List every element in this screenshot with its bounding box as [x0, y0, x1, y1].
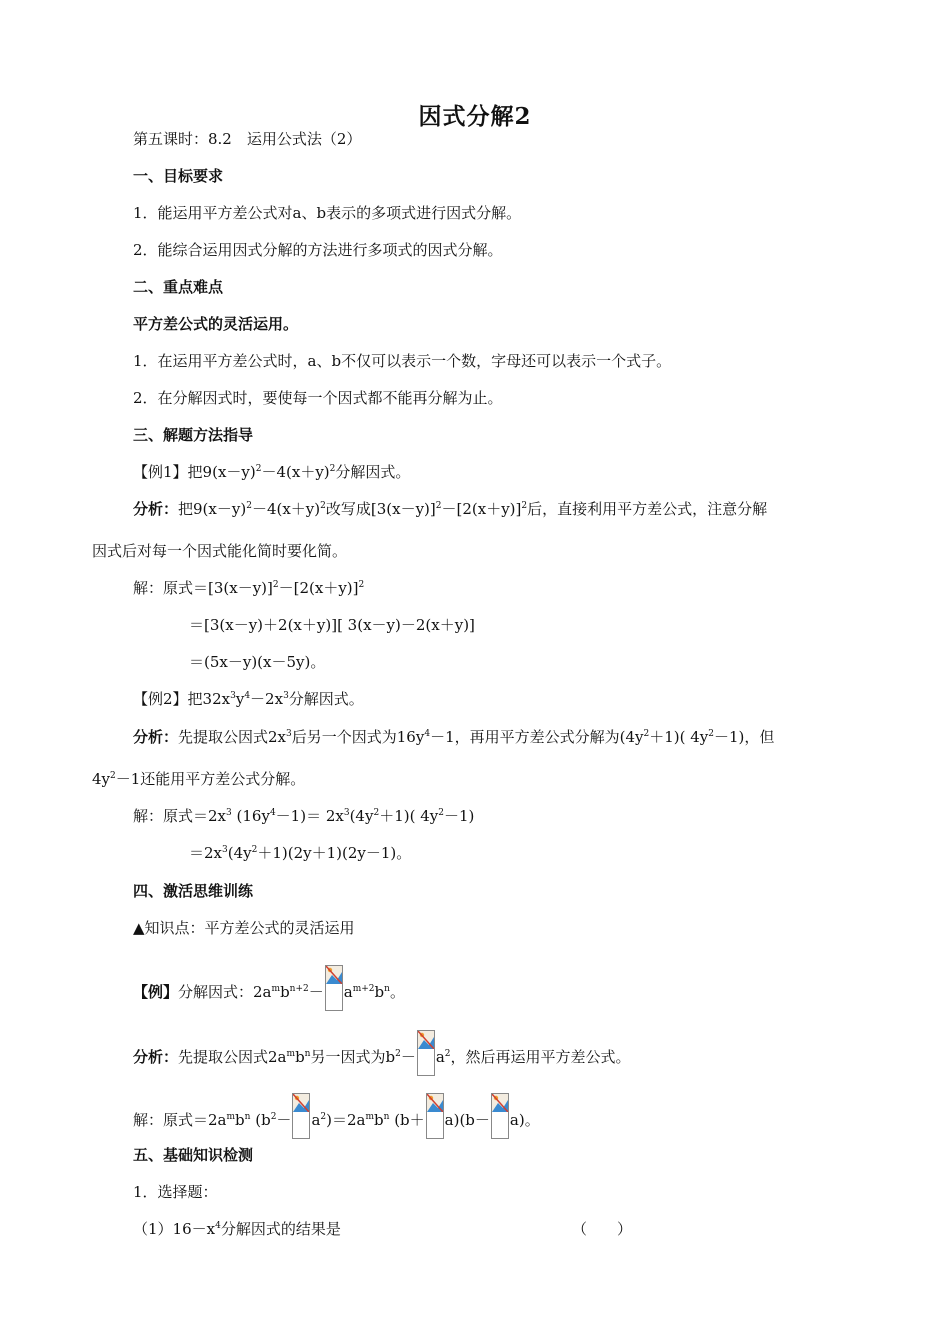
fraction-image-icon: [325, 965, 343, 1011]
goal-item-1: 1．能运用平方差公式对a、b表示的多项式进行因式分解。: [133, 204, 522, 222]
example-1-solution-2: ＝[3(x－y)＋2(x＋y)][ 3(x－y)－2(x＋y)]: [189, 616, 475, 634]
example-2-question: 【例2】把$32x^3y^4-2x^3$分解因式。: [133, 690, 364, 708]
example-2-analysis-cont: $4y^2-1$还能用平方差公式分解。: [92, 770, 306, 788]
training-example-analysis: 分析：先提取公因式$2a^mb^n$另一因式为$b^2-$ $a^2$，然后再运用平方差公式。: [133, 1030, 631, 1076]
training-example-solution: 解：原式$=2a^mb^n$ ($b^2-$ $a^2)=2a^mb^n$ (b＋ a)(b－ a)。: [133, 1093, 540, 1139]
example-2-analysis: 分析：先提取公因式$2x^3$后另一个因式为$16y^4-1$，再用平方差公式分解为$(4y^2+1)$( $4y^2-1$)，但: [133, 728, 775, 746]
answer-blank[interactable]: （ ）: [572, 1220, 633, 1238]
example-1-analysis: 分析：把$9(x-y)^2-4(x+y)^2$改写成$[3(x-y)]^2-[2(x+y)]^2$后，直接利用平方差公式，注意分解: [133, 500, 768, 518]
fraction-image-icon: [426, 1093, 444, 1139]
fraction-image-icon: [292, 1093, 310, 1139]
check-question-1: $(1)16-x^4$分解因式的结果是: [133, 1220, 341, 1238]
section-heading-methods: 三、解题方法指导: [133, 426, 254, 444]
example-1-solution-3: ＝(5x－y)(x－5y)。: [189, 653, 326, 671]
section-heading-basic-check: 五、基础知识检测: [133, 1146, 254, 1164]
fraction-image-icon: [491, 1093, 509, 1139]
key-point-item-1: 1．在运用平方差公式时，a、b不仅可以表示一个数，字母还可以表示一个式子。: [133, 352, 672, 370]
example-2-solution-1: 解：原式$=2x^3$ $(16y^4-1)= 2x^3(4y^2+1)$( $4y^2-1$): [133, 807, 475, 825]
section-heading-goals: 一、目标要求: [133, 167, 224, 185]
key-point: 平方差公式的灵活运用。: [133, 315, 299, 333]
section-heading-training: 四、激活思维训练: [133, 882, 254, 900]
knowledge-point: ▲知识点：平方差公式的灵活运用: [133, 919, 355, 937]
example-1-analysis-cont: 因式后对每一个因式能化简时要化简。: [92, 542, 348, 560]
example-1-solution-1: 解：原式$=[3(x-y)]^2-[2(x+y)]^2$: [133, 579, 365, 597]
key-point-item-2: 2．在分解因式时，要使每一个因式都不能再分解为止。: [133, 389, 503, 407]
fraction-image-icon: [417, 1030, 435, 1076]
training-example-question: 【例】分解因式：$2a^mb^{n+2}-$ $a^{m+2}b^n$。: [133, 965, 405, 1011]
example-2-solution-2: $=2x^3(4y^2+1)(2y+1)(2y-1)$。: [189, 844, 412, 862]
lesson-subtitle: 第五课时：8.2 运用公式法（2）: [133, 130, 362, 148]
example-1-question: 【例1】把$9(x-y)^2-4(x+y)^2$分解因式。: [133, 463, 411, 481]
goal-item-2: 2．能综合运用因式分解的方法进行多项式的因式分解。: [133, 241, 503, 259]
page-title: 因式分解2: [418, 103, 532, 130]
section-heading-key-points: 二、重点难点: [133, 278, 224, 296]
check-item-1: 1．选择题：: [133, 1183, 218, 1201]
